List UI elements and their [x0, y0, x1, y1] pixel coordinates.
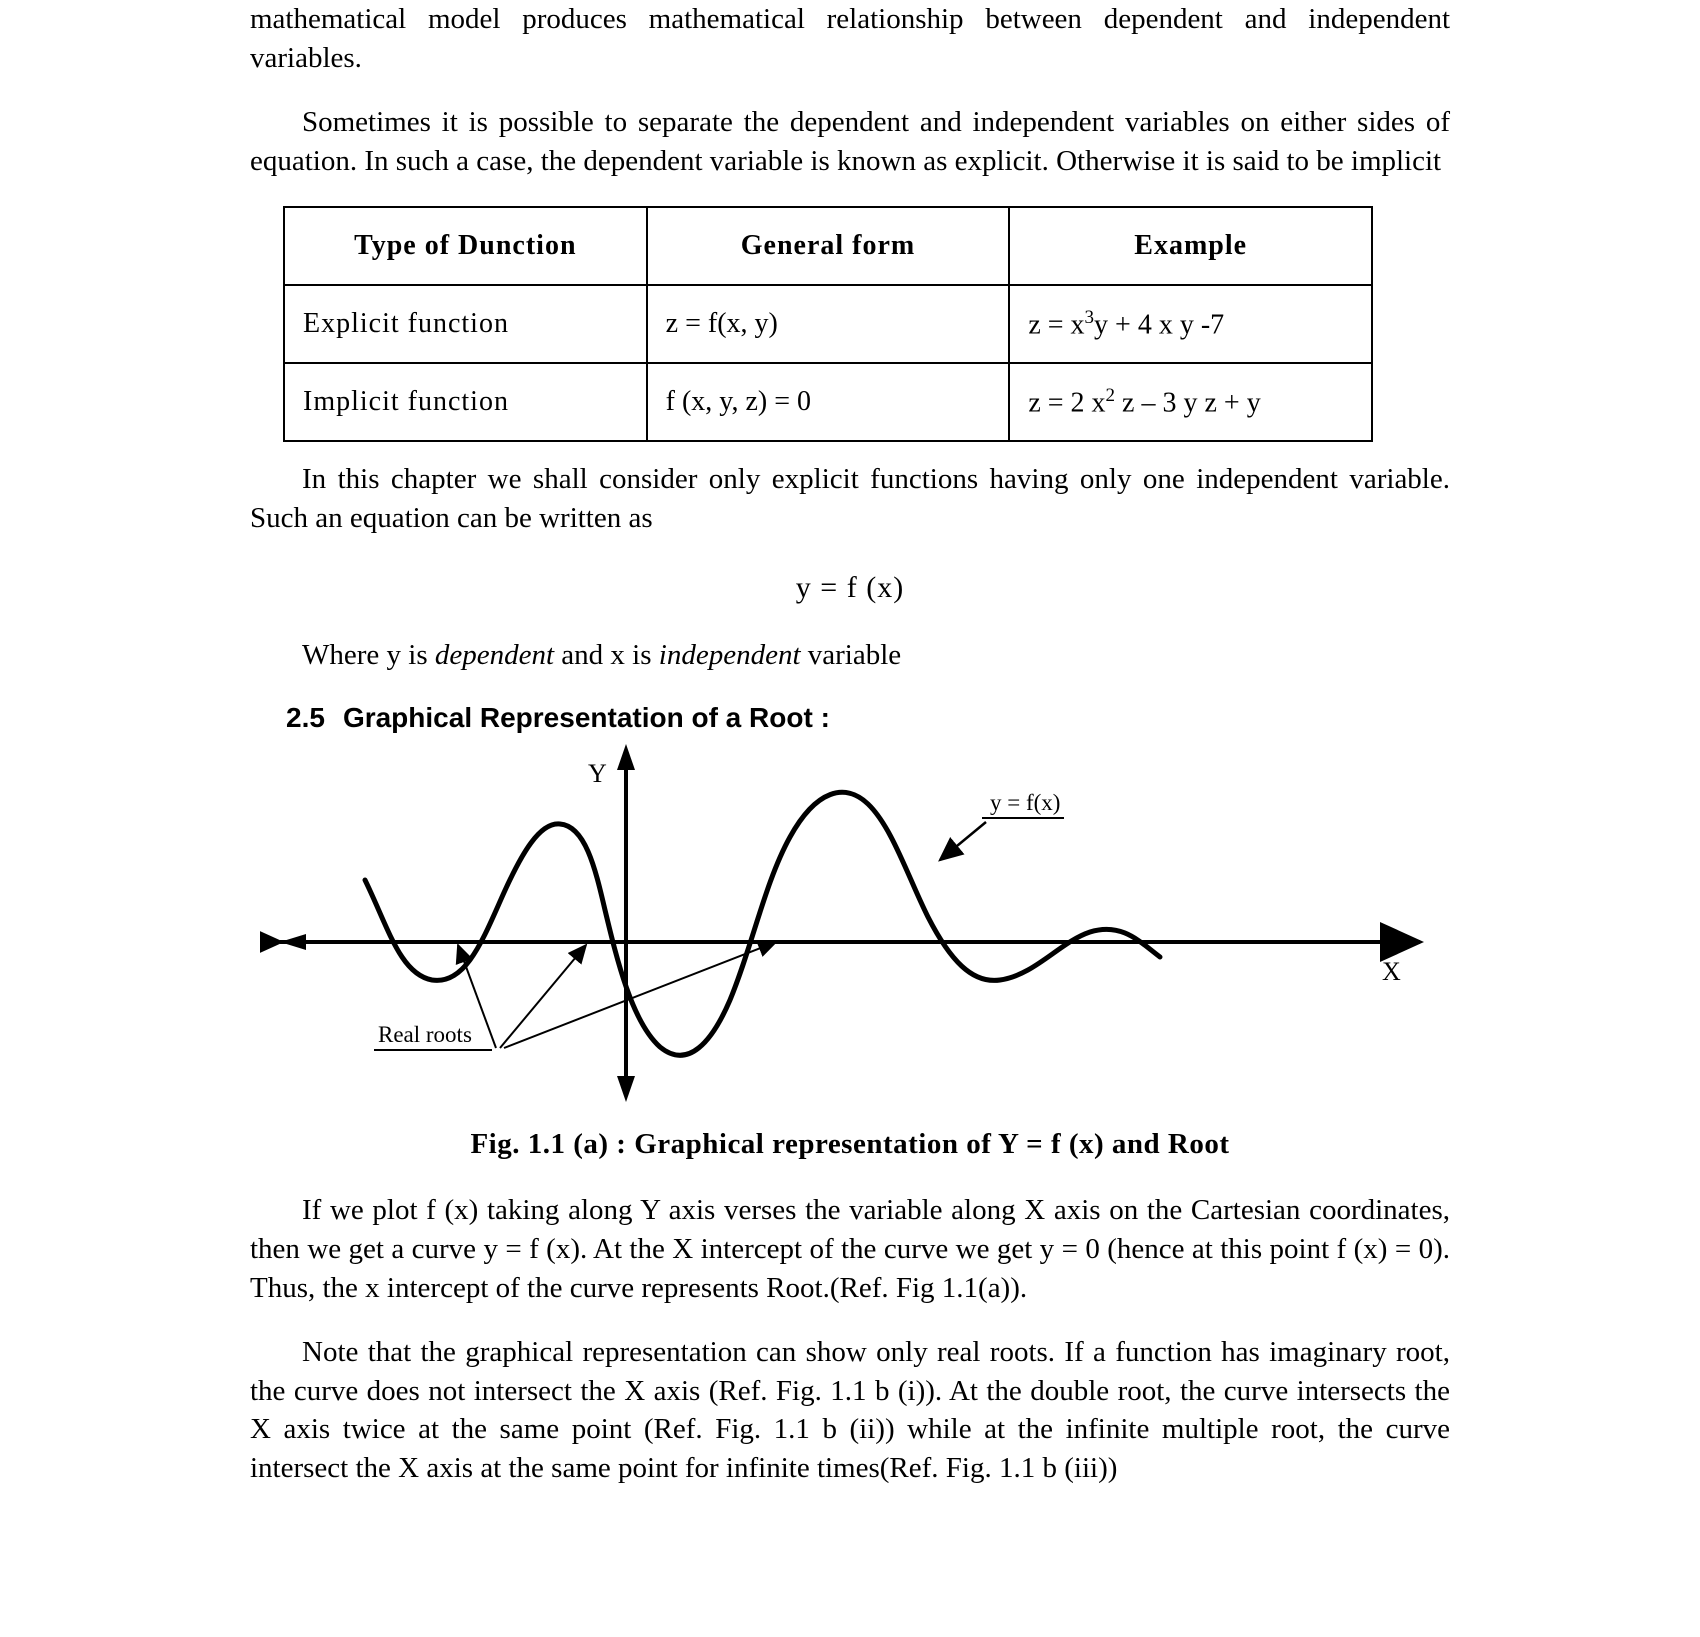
section-title: Graphical Representation of a Root :: [342, 702, 830, 734]
table-header-row: [284, 207, 1372, 285]
paragraph-real-roots-note: Note that the graphical representation can show only real roots. If a function has imaginary root, the curve does not intersect the X axis (Ref. Fig. 1.1 b (i)). At the double root, the curve intersects the X axis twice at the same point (Ref. Fig. 1.1 b (ii)) while at the infinite multiple root, the curve intersect the X axis at the same point for infinite times(Ref. Fig. 1.1 b (iii)): [250, 1336, 1450, 1484]
root-graph-svg: [260, 742, 1440, 1122]
x-axis-left-arrowhead: [280, 934, 306, 950]
example-exponent: 3: [1084, 307, 1095, 329]
curve-label-pointer: [940, 822, 986, 860]
figure-graphical-root: [250, 742, 1450, 1122]
cell-example-implicit: [1009, 363, 1372, 441]
example-part-1: z = 2 x: [1028, 387, 1106, 419]
column-header-general-form: General form: [647, 207, 1010, 285]
column-header-type: Type of Dunction: [284, 207, 647, 285]
y-axis-label: Y: [588, 759, 607, 789]
x-axis-label: X: [1382, 957, 1401, 987]
section-number: 2.5: [286, 702, 325, 734]
figure-caption: Fig. 1.1 (a) : Graphical representation of Y = f (x) and Root: [470, 1128, 1230, 1161]
cell-form-explicit: z = f(x, y): [647, 285, 1010, 363]
page-title: [286, 702, 1450, 734]
cell-example-explicit: [1009, 285, 1372, 363]
table-row: [284, 363, 1372, 441]
function-types-table: [283, 206, 1373, 442]
cell-type-implicit: Implicit function: [284, 363, 647, 441]
where-italic-independent: independent: [658, 639, 801, 672]
example-part-1: z = x: [1028, 309, 1085, 341]
example-part-2: z – 3 y z + y: [1115, 387, 1261, 419]
curve-label: y = f(x): [990, 790, 1061, 816]
table-row: [284, 285, 1372, 363]
real-roots-label: Real roots: [378, 1022, 472, 1048]
y-axis-bottom-arrowhead: [617, 1076, 635, 1102]
where-pre: Where y is: [302, 639, 435, 672]
where-mid: and x is: [554, 639, 659, 672]
paragraph-explicit-implicit: Sometimes it is possible to separate the dependent and independent variables on either sides of equation. In such a case, the dependent variable is known as explicit. Otherwise it is said to be implicit: [250, 106, 1450, 177]
y-axis-top-arrowhead: [617, 744, 635, 770]
example-exponent: 2: [1105, 385, 1116, 407]
paragraph-intro: mathematical model produces mathematical relationship between dependent and independent variables.: [250, 3, 1450, 74]
paragraph-plot-explanation: If we plot f (x) taking along Y axis verses the variable along X axis on the Cartesian coordinates, then we get a curve y = f (x). At the X intercept of the curve we get y = 0 (hence at this point f (x) = 0). Thus, the x intercept of the curve represents Root.(Ref. Fig 1.1(a)).: [250, 1194, 1450, 1304]
column-header-example: Example: [1009, 207, 1372, 285]
equation-y-equals-fx: y = f (x): [795, 571, 905, 605]
where-post: variable: [800, 639, 902, 672]
cell-form-implicit: f (x, y, z) = 0: [647, 363, 1010, 441]
cell-type-explicit: Explicit function: [284, 285, 647, 363]
paragraph-chapter-scope: In this chapter we shall consider only explicit functions having only one independent variable. Such an equation can be written as: [250, 463, 1450, 534]
function-types-table-wrapper: [250, 206, 1450, 442]
where-definition-line: [302, 639, 1450, 672]
where-italic-dependent: dependent: [434, 639, 555, 672]
example-part-2: y + 4 x y -7: [1094, 309, 1225, 341]
